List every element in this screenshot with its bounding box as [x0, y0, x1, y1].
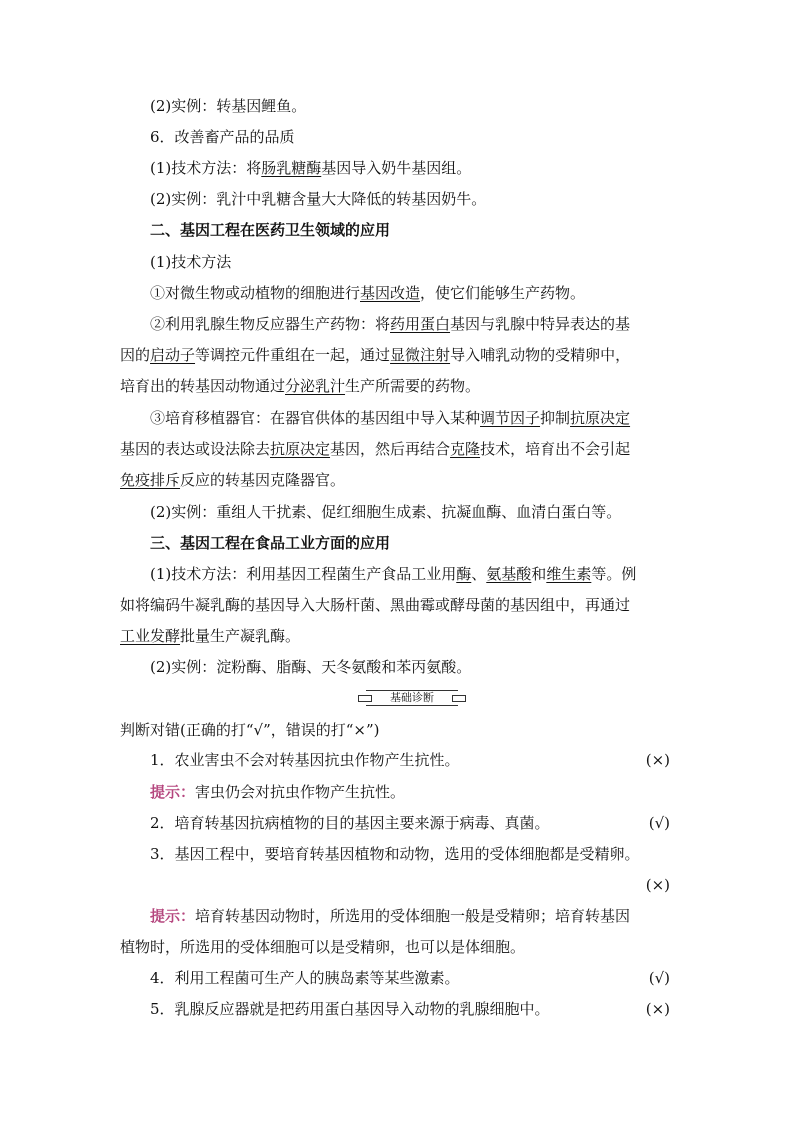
- keyword: 调节因子: [480, 409, 541, 427]
- keyword: 分泌乳汁: [285, 377, 346, 395]
- text-line: (1)技术方法: [150, 253, 232, 271]
- hint-line: 提示：害虫仍会对抗虫作物产生抗性。: [150, 783, 406, 801]
- text-line: (1)技术方法：将肠乳糖酶基因导入奶牛基因组。: [150, 159, 472, 177]
- section-heading: 三、基因工程在食品工业方面的应用: [150, 534, 391, 552]
- text-line: 培育出的转基因动物通过分泌乳汁生产所需要的药物。: [120, 377, 481, 395]
- section-heading: 二、基因工程在医药卫生领域的应用: [150, 221, 391, 239]
- subheading: 6．改善畜产品的品质: [150, 128, 295, 146]
- keyword: 免疫排斥: [120, 471, 181, 489]
- hint-label: 提示：: [150, 907, 196, 925]
- question-3: 3．基因工程中，要培育转基因植物和动物，选用的受体细胞都是受精卵。: [150, 845, 640, 863]
- answer-mark: (√): [648, 969, 670, 987]
- keyword: 克隆: [450, 440, 481, 458]
- text-line: 基因的表达或设法除去抗原决定基因，然后再结合克隆技术，培育出不会引起: [120, 440, 631, 458]
- keyword: 维生素: [546, 565, 592, 583]
- question-2: 2．培育转基因抗病植物的目的基因主要来源于病毒、真菌。: [150, 814, 550, 832]
- keyword: 启动子: [150, 346, 196, 364]
- answer-mark: (√): [648, 814, 670, 832]
- keyword: 基因改造: [360, 284, 421, 302]
- keyword: 药用蛋白: [390, 315, 451, 333]
- text-line: ①对微生物或动植物的细胞进行基因改造，使它们能够生产药物。: [150, 284, 586, 302]
- keyword: 工业发酵: [120, 627, 181, 645]
- question-5: 5．乳腺反应器就是把药用蛋白基因导入动物的乳腺细胞中。: [150, 1000, 550, 1018]
- text-line: (2)实例：转基因鲤鱼。: [150, 97, 307, 115]
- answer-mark: (×): [645, 751, 670, 769]
- text-line: 如将编码牛凝乳酶的基因导入大肠杆菌、黑曲霉或酵母菌的基因组中，再通过: [120, 596, 631, 614]
- question-4: 4．利用工程菌可生产人的胰岛素等某些激素。: [150, 969, 460, 987]
- text-line: (1)技术方法：利用基因工程菌生产食品工业用酶、氨基酸和维生素等。例: [150, 565, 637, 583]
- keyword: 肠乳糖酶: [261, 159, 322, 177]
- hint-label: 提示：: [150, 783, 196, 801]
- hint-line: 植物时，所选用的受体细胞可以是受精卵，也可以是体细胞。: [120, 938, 526, 956]
- text-line: ③培育移植器官：在器官供体的基因组中导入某种调节因子抑制抗原决定: [150, 409, 631, 427]
- text-line: (2)实例：重组人干扰素、促红细胞生成素、抗凝血酶、血清白蛋白等。: [150, 503, 622, 521]
- answer-mark: (×): [645, 1000, 670, 1018]
- keyword: 氨基酸: [486, 565, 532, 583]
- text-line: (2)实例：淀粉酶、脂酶、天冬氨酸和苯丙氨酸。: [150, 658, 472, 676]
- answer-mark: (×): [645, 876, 670, 894]
- keyword: 抗原决定: [570, 409, 631, 427]
- text-line: 工业发酵批量生产凝乳酶。: [120, 627, 301, 645]
- text-line: 免疫排斥反应的转基因克隆器官。: [120, 471, 346, 489]
- text-line: 因的启动子等调控元件重组在一起，通过显微注射导入哺乳动物的受精卵中，: [120, 346, 631, 364]
- keyword: 显微注射: [390, 346, 451, 364]
- section-badge: 基础诊断: [366, 690, 458, 706]
- keyword: 抗原决定: [270, 440, 331, 458]
- question-1: 1．农业害虫不会对转基因抗虫作物产生抗性。: [150, 751, 460, 769]
- judge-intro: 判断对错(正确的打“√”，错误的打“×”): [120, 721, 380, 739]
- text-line: ②利用乳腺生物反应器生产药物：将药用蛋白基因与乳腺中特异表达的基: [150, 315, 631, 333]
- text-line: (2)实例：乳汁中乳糖含量大大降低的转基因奶牛。: [150, 190, 487, 208]
- hint-line: 提示：培育转基因动物时，所选用的受体细胞一般是受精卵；培育转基因: [150, 907, 631, 925]
- keyword: 酶: [456, 565, 472, 583]
